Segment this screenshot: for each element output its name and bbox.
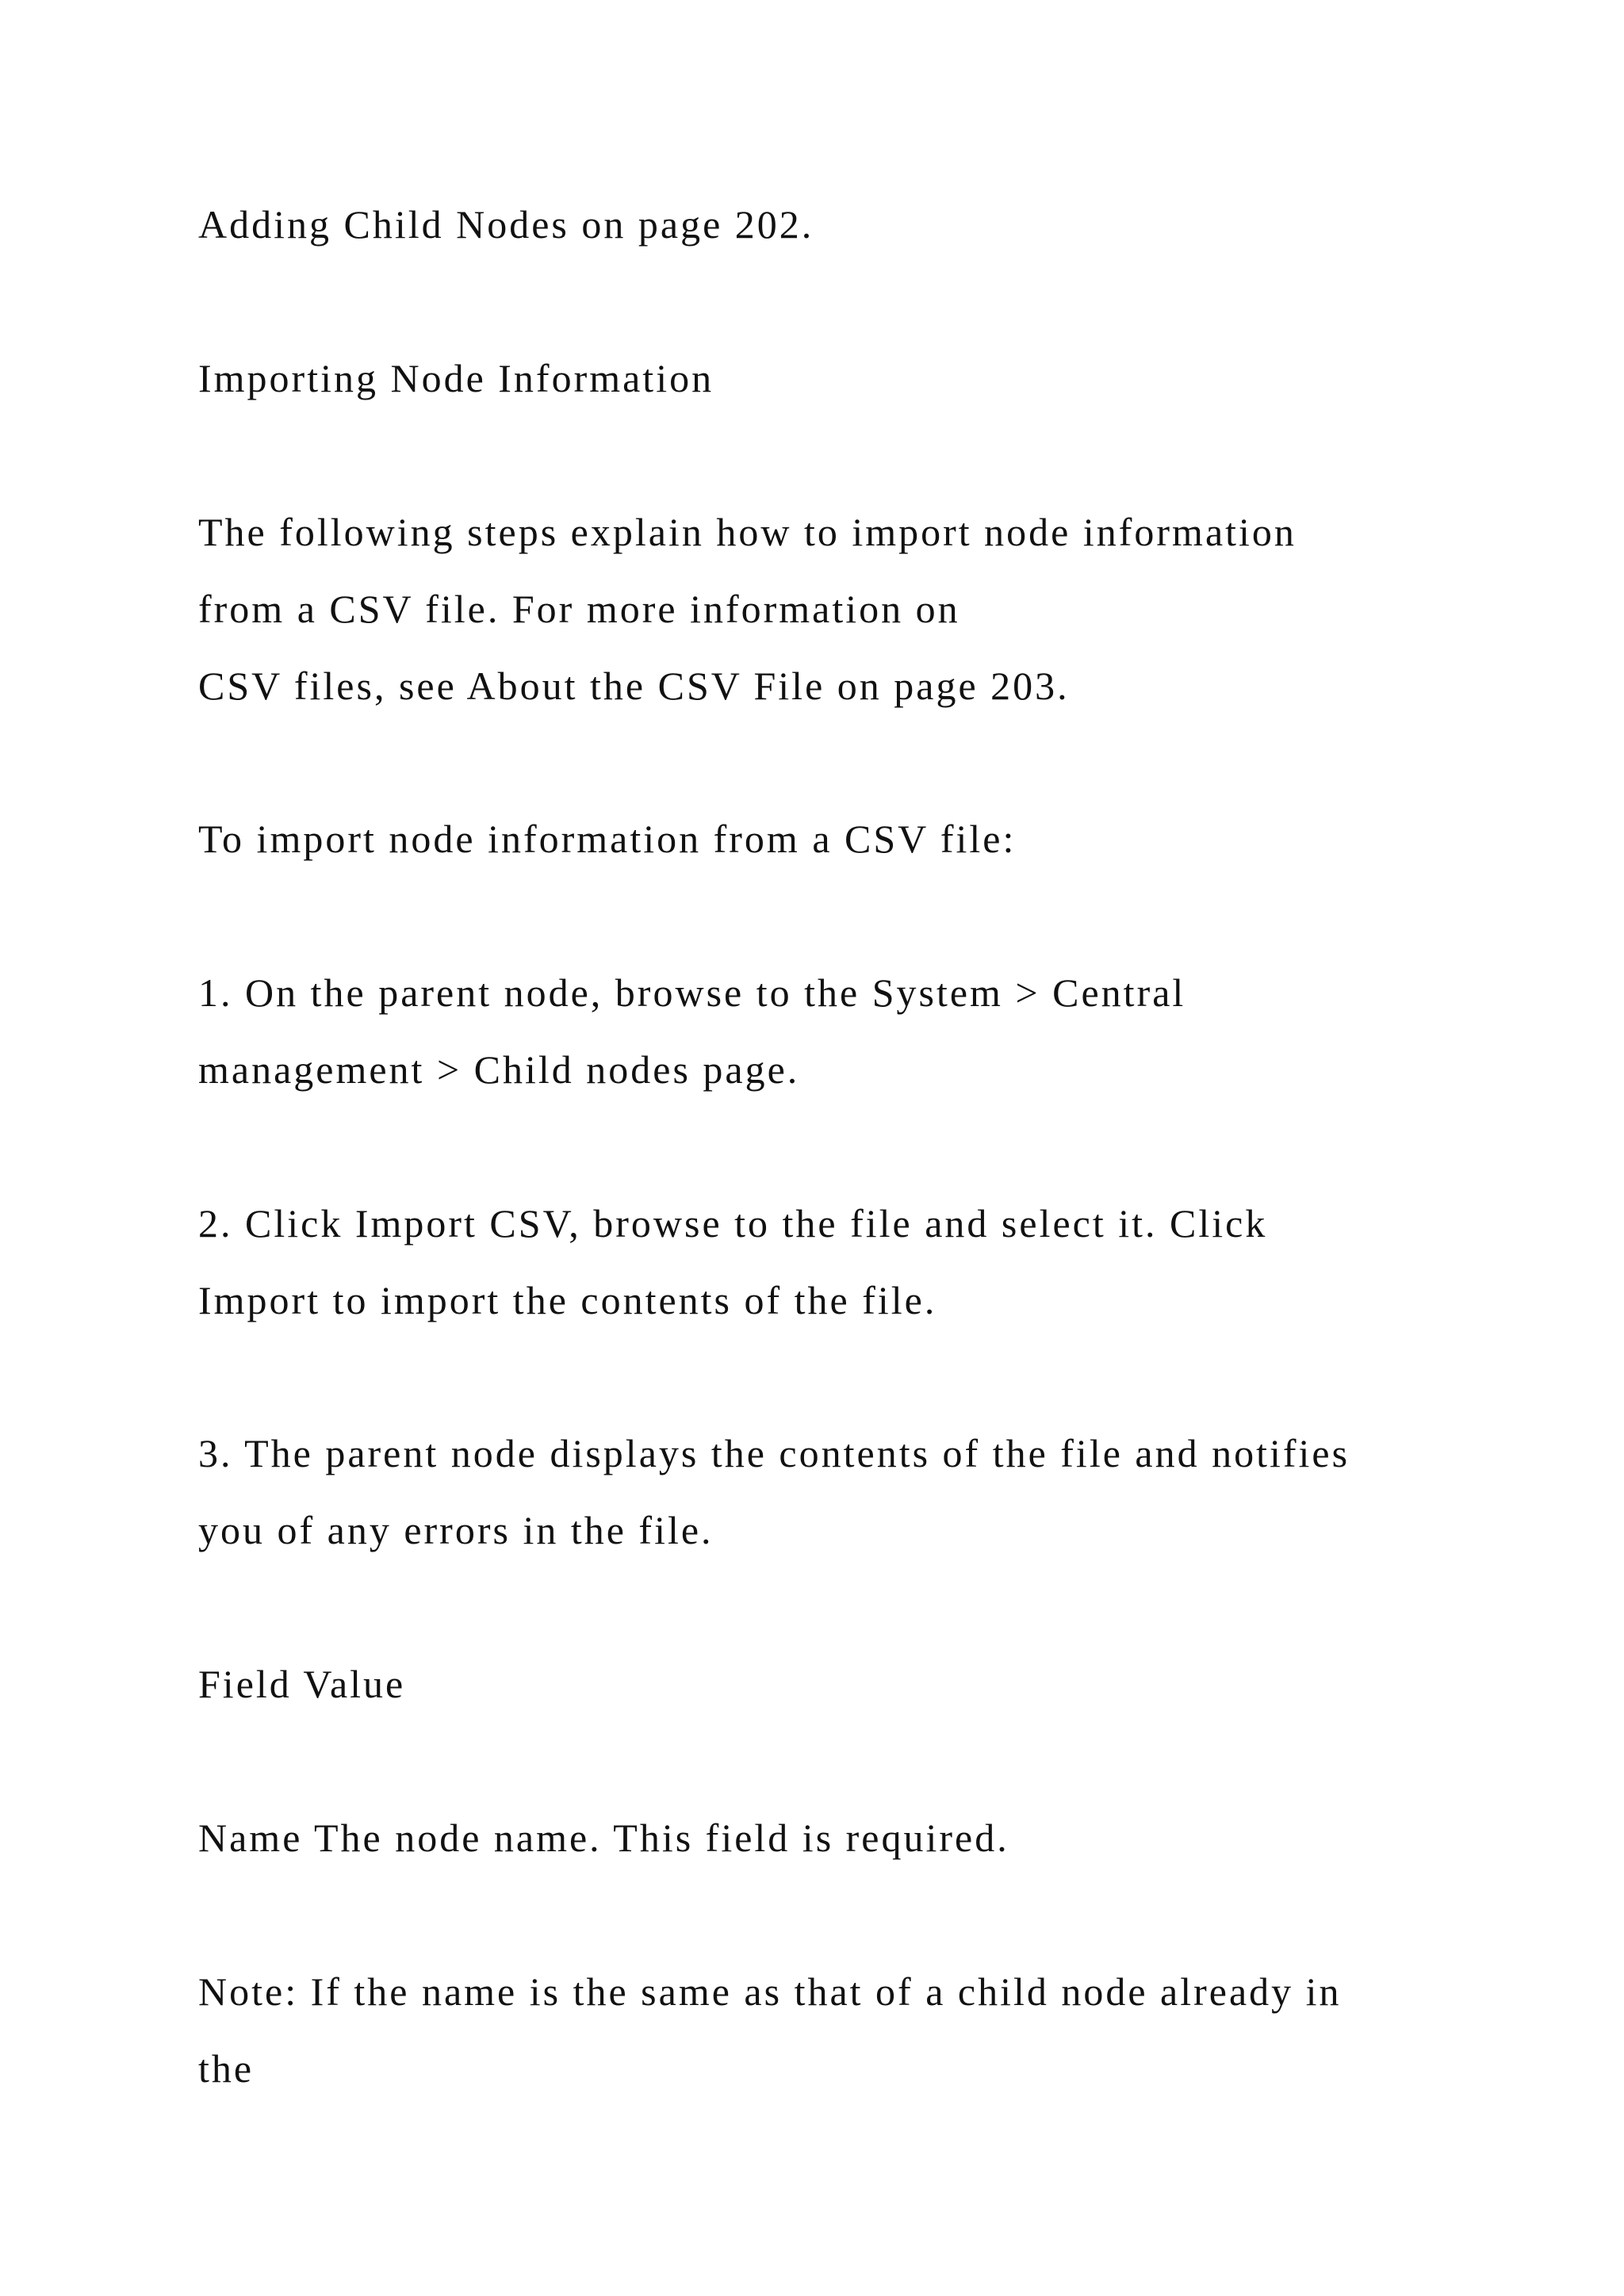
text-line: 1. On the parent node, browse to the System > Central — [198, 970, 1186, 1015]
text-line: Import to import the contents of the file. — [198, 1278, 937, 1322]
text-line: Field Value — [198, 1662, 406, 1706]
name-field-row — [198, 1800, 1009, 1877]
text-line: Adding Child Nodes on page 202. — [198, 202, 814, 247]
step-2 — [198, 1185, 1267, 1339]
reference-adding-child-nodes — [198, 186, 814, 263]
text-line: Note: If the name is the same as that of a child node already in — [198, 1969, 1342, 2014]
text-line: CSV files, see About the CSV File on page 203. — [198, 664, 1070, 708]
text-line: 2. Click Import CSV, browse to the file and select it. Click — [198, 1201, 1268, 1246]
text-line: from a CSV file. For more information on — [198, 587, 960, 631]
procedure-intro — [198, 801, 1016, 878]
text-line: Name The node name. This field is required. — [198, 1816, 1009, 1860]
text-line: you of any errors in the file. — [198, 1508, 714, 1552]
section-heading — [198, 340, 714, 417]
text-line: the — [198, 2046, 255, 2091]
table-header — [198, 1646, 405, 1723]
step-1 — [198, 955, 1185, 1108]
text-line: The following steps explain how to import node information — [198, 510, 1297, 554]
text-line: Importing Node Information — [198, 356, 714, 400]
intro-paragraph — [198, 494, 1297, 725]
note-paragraph — [198, 1954, 1342, 2107]
step-3 — [198, 1415, 1350, 1569]
text-line: management > Child nodes page. — [198, 1047, 800, 1092]
text-line: 3. The parent node displays the contents of the file and notifies — [198, 1431, 1350, 1475]
text-line: To import node information from a CSV file: — [198, 817, 1017, 861]
